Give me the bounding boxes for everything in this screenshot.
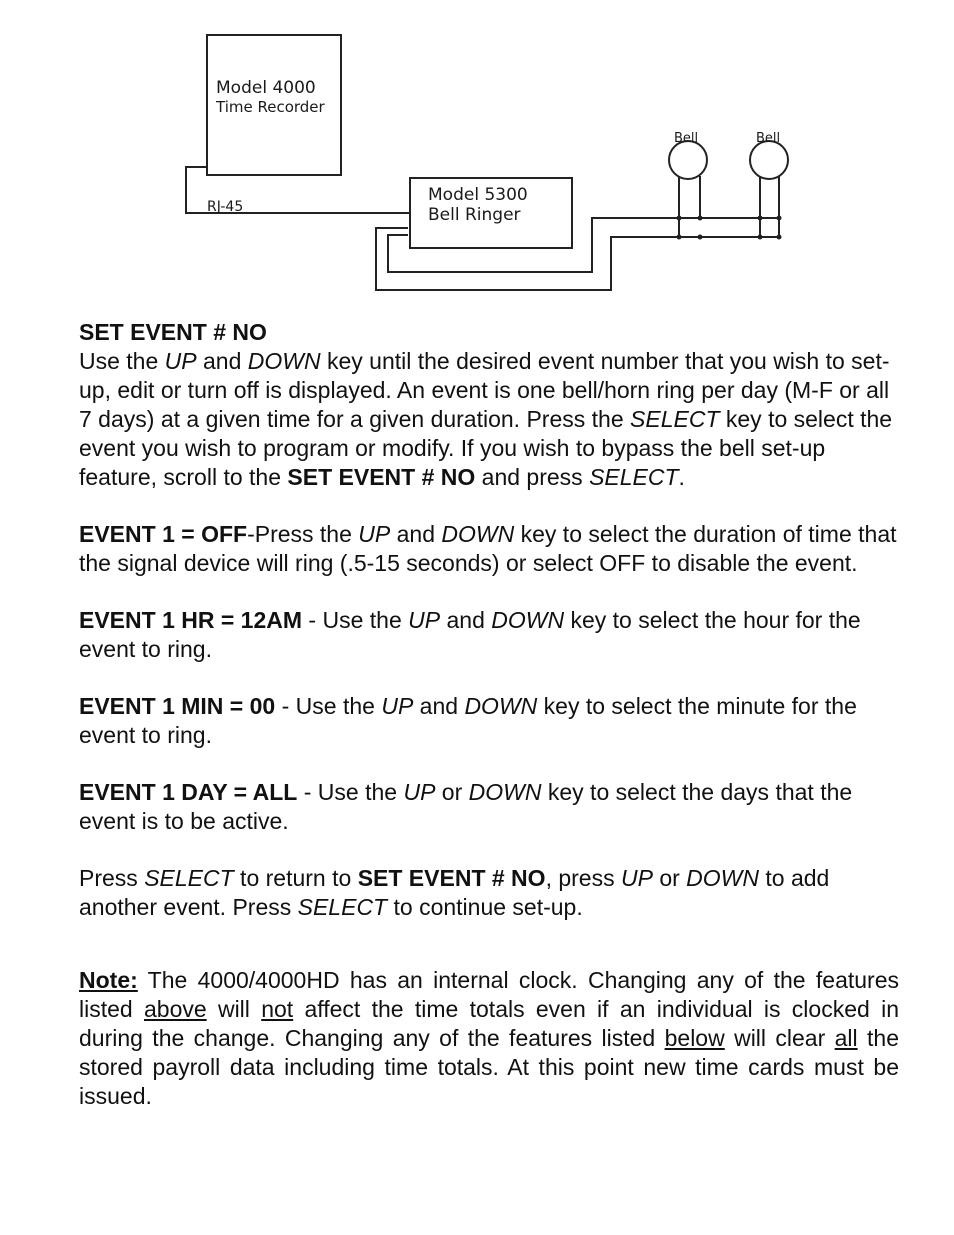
text: key to select the minute for the event to ring. [79,693,857,748]
text: and press [475,464,590,490]
event-off-heading: EVENT 1 = OFF [79,521,248,547]
event-hr-heading: EVENT 1 HR = 12AM [79,607,303,633]
key-select: SELECT [297,894,388,920]
text: key to select the duration of time that the signal device will ring (.5-15 seconds) or select OFF to disable the event. [79,521,897,576]
key-down: DOWN [686,865,759,891]
text: . [678,464,685,490]
underlined-text: below [664,1025,725,1051]
key-down: DOWN [441,521,515,547]
text: - Use the [297,779,404,805]
text: and [440,607,492,633]
key-select: SELECT [144,865,234,891]
key-down: DOWN [468,779,542,805]
text: The 4000/4000HD has an internal clock. Changing any of the features listed [79,967,899,1022]
text: Use the [79,348,165,374]
event-day-heading: EVENT 1 DAY = ALL [79,779,298,805]
key-up: UP [381,693,414,719]
underlined-text: all [834,1025,858,1051]
set-event-section [79,318,899,492]
event-min-heading: EVENT 1 MIN = 00 [79,693,276,719]
key-down: DOWN [247,348,321,374]
text: affect the time totals even if an individual is clocked in during the change. Changing any of the features listed [79,996,899,1051]
loop-inner [388,218,780,272]
wiring-diagram [0,0,954,300]
text: - Use the [275,693,382,719]
key-up: UP [620,865,653,891]
rj45-label: RJ-45 [207,199,244,215]
bell-2-label: Bell [756,131,781,146]
text: and [196,348,248,374]
model-5300-label: Model 5300 [428,185,528,205]
text: key to select the days that the event is to be active. [79,779,853,834]
key-up: UP [408,607,441,633]
bell-2-icon [750,141,788,179]
text: to continue set-up. [387,894,583,920]
text: -Press the [247,521,359,547]
text: , press [545,865,621,891]
text: or [435,779,469,805]
event-hr-section [79,606,899,664]
key-select: SELECT [589,464,679,490]
text: key until the desired event number that you wish to set-up, edit or turn off is displayed. An event is one bell/horn ring per day (M-F or all 7 days) at a given time for a given duration. Press the [79,348,890,432]
text: will clear [724,1025,835,1051]
key-down: DOWN [464,693,538,719]
key-select: SELECT [630,406,720,432]
key-up: UP [358,521,391,547]
text: the stored payroll data including time totals. At this point new time cards must be issued. [79,1025,899,1109]
key-up: UP [164,348,197,374]
text: will [206,996,262,1022]
underlined-text: not [261,996,294,1022]
event-day-section [79,778,899,836]
note-label: Note: [79,967,138,993]
key-up: UP [403,779,436,805]
bell-ringer-label: Bell Ringer [428,205,521,225]
bell-1-label: Bell [674,131,699,146]
text: Press [79,865,145,891]
bold-text: SET EVENT # NO [287,464,476,490]
loop-outer [376,228,780,290]
text: - Use the [302,607,409,633]
text: key to select the event you wish to program or modify. If you wish to bypass the bell set-up feature, scroll to the [79,406,893,490]
event-off-section [79,520,899,578]
text: and [413,693,465,719]
bold-text: SET EVENT # NO [357,865,546,891]
set-event-heading: SET EVENT # NO [79,319,267,345]
event-min-section [79,692,899,750]
press-select-section [79,864,899,922]
time-recorder-label: Time Recorder [216,98,325,116]
bell-1-icon [669,141,707,179]
instructions [79,318,899,1111]
text: key to select the hour for the event to ring. [79,607,861,662]
text: to add another event. Press [79,865,830,920]
text: and [390,521,442,547]
note-section [79,966,899,1111]
underlined-text: above [144,996,207,1022]
key-down: DOWN [491,607,565,633]
text: to return to [233,865,358,891]
text: or [652,865,687,891]
model-4000-label: Model 4000 [216,78,316,98]
